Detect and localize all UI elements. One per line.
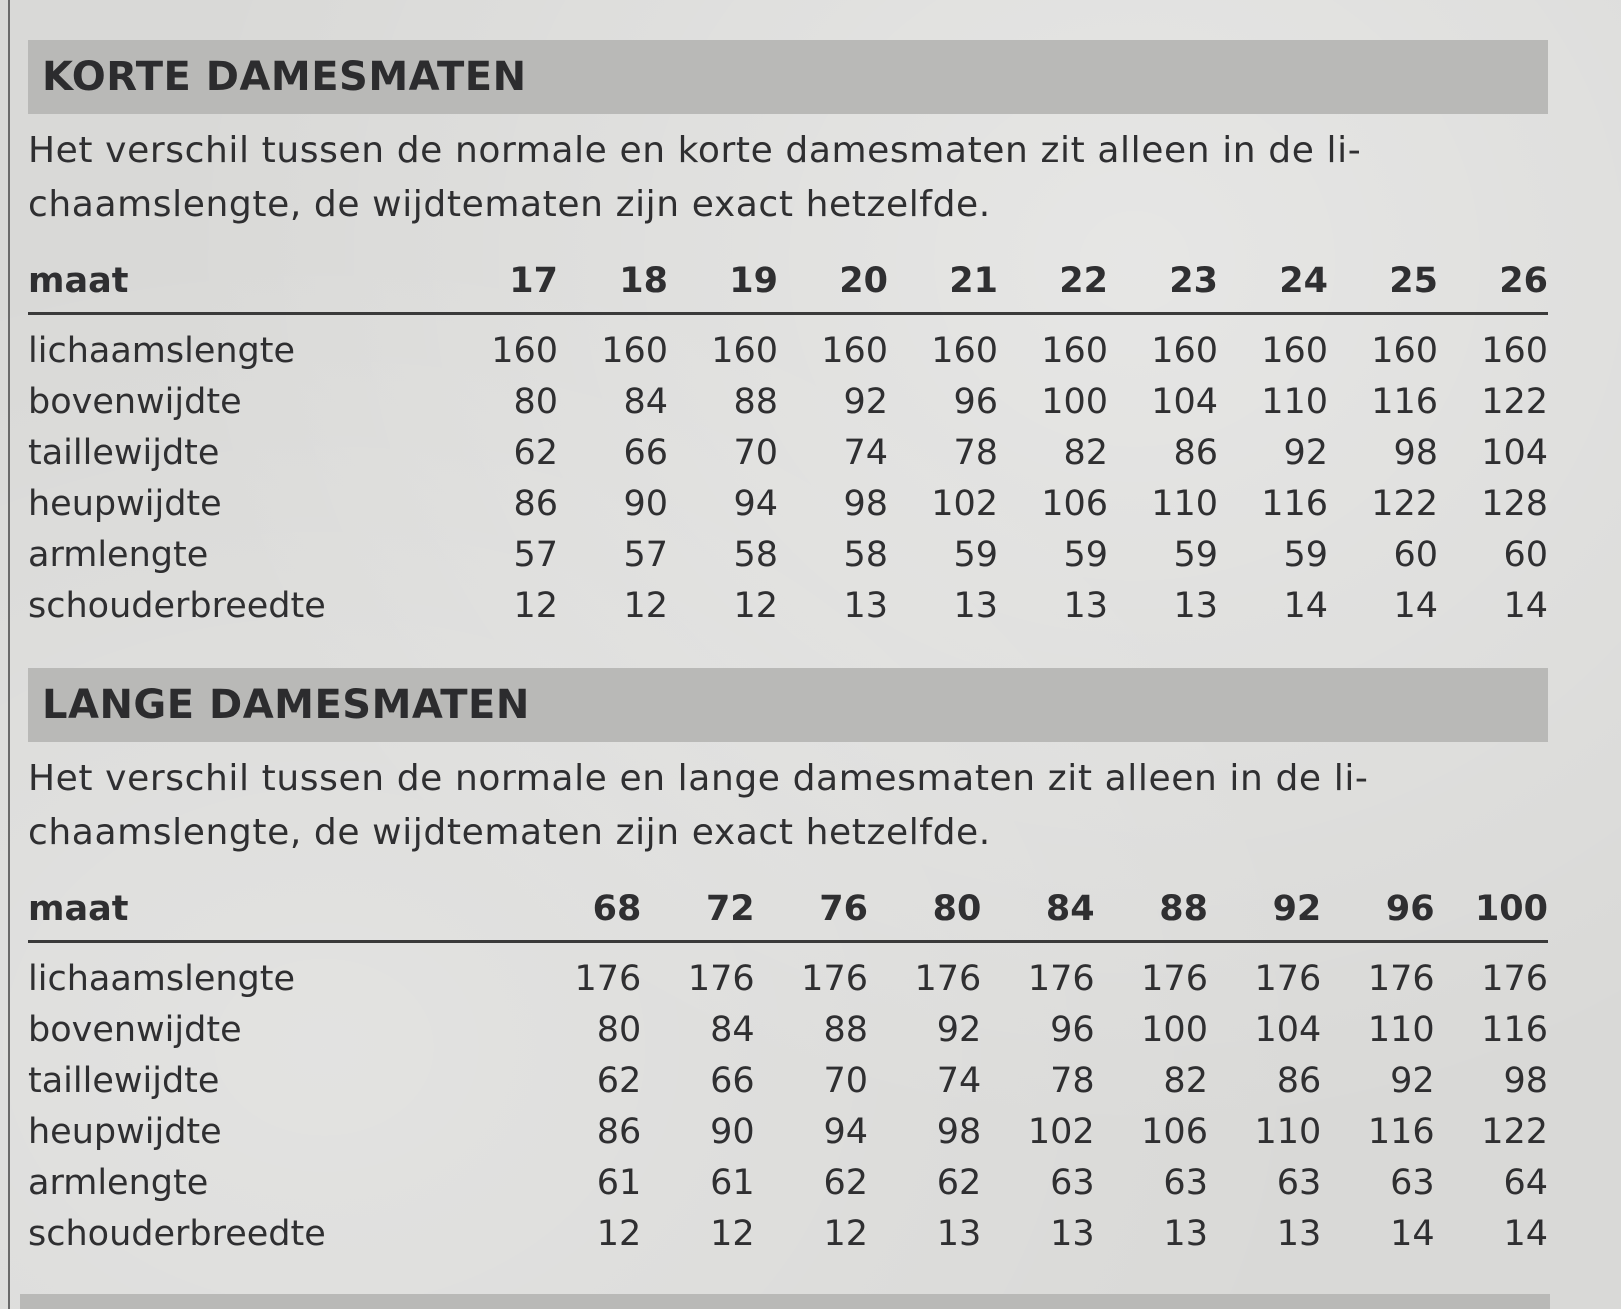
table-cell: 176 — [1141, 958, 1208, 999]
size-header: 20 — [778, 250, 888, 314]
table-cell: 59 — [1063, 534, 1108, 575]
table-cell: 116 — [1261, 483, 1328, 524]
table-cell: 94 — [733, 483, 778, 524]
size-header: 25 — [1328, 250, 1438, 314]
row-label: bovenwijdte — [28, 1009, 242, 1050]
table-cell: 86 — [596, 1111, 642, 1152]
size-header: 88 — [1095, 878, 1208, 942]
size-header: 68 — [528, 878, 641, 942]
size-header: 100 — [1435, 878, 1548, 942]
table-cell: 12 — [623, 585, 668, 626]
next-section-bar — [20, 1294, 1550, 1309]
size-header: 84 — [981, 878, 1094, 942]
table-cell: 176 — [687, 958, 755, 999]
table-cell: 160 — [491, 330, 558, 371]
table-cell: 66 — [710, 1060, 755, 1101]
table-cell: 86 — [513, 483, 558, 524]
size-header: 92 — [1208, 878, 1321, 942]
table-cell: 176 — [574, 958, 642, 999]
table-cell: 62 — [596, 1060, 642, 1101]
size-table — [28, 250, 1548, 631]
table-cell: 63 — [1163, 1162, 1208, 1203]
table-cell: 70 — [823, 1060, 868, 1101]
table-cell: 128 — [1481, 483, 1548, 524]
section-title: LANGE DAMESMATEN — [42, 682, 530, 728]
table-cell: 12 — [823, 1213, 868, 1254]
table-row — [28, 427, 1548, 478]
table-cell: 106 — [1041, 483, 1108, 524]
table-cell: 61 — [710, 1162, 755, 1203]
table-cell: 70 — [733, 432, 778, 473]
table-cell: 62 — [936, 1162, 982, 1203]
row-label: heupwijdte — [28, 1111, 222, 1152]
row-label: schouderbreedte — [28, 1213, 326, 1254]
table-cell: 94 — [823, 1111, 868, 1152]
size-table — [28, 878, 1548, 1259]
size-header: 23 — [1108, 250, 1218, 314]
table-header-row — [28, 250, 1548, 314]
section-heading-bar — [28, 40, 1548, 114]
table-cell: 14 — [1503, 1213, 1548, 1254]
table-cell: 74 — [843, 432, 888, 473]
section-intro — [28, 752, 1548, 860]
table-cell: 122 — [1481, 1111, 1548, 1152]
table-cell: 14 — [1283, 585, 1328, 626]
table-cell: 64 — [1503, 1162, 1548, 1203]
table-cell: 12 — [596, 1213, 642, 1254]
lange-damesmaten-section — [28, 668, 1548, 1259]
table-row — [28, 314, 1548, 377]
table-cell: 63 — [1276, 1162, 1322, 1203]
row-label: armlengte — [28, 1162, 209, 1203]
table-cell: 59 — [1173, 534, 1218, 575]
table-cell: 88 — [733, 381, 778, 422]
table-cell: 58 — [843, 534, 888, 575]
table-cell: 160 — [1151, 330, 1218, 371]
table-cell: 122 — [1371, 483, 1438, 524]
table-cell: 13 — [1163, 1213, 1208, 1254]
table-cell: 88 — [823, 1009, 868, 1050]
table-cell: 86 — [1276, 1060, 1322, 1101]
table-cell: 60 — [1393, 534, 1438, 575]
size-header: 21 — [888, 250, 998, 314]
table-cell: 57 — [513, 534, 558, 575]
table-cell: 160 — [821, 330, 888, 371]
table-cell: 61 — [596, 1162, 642, 1203]
table-cell: 12 — [733, 585, 778, 626]
table-cell: 176 — [801, 958, 868, 999]
table-cell: 90 — [623, 483, 668, 524]
table-cell: 60 — [1503, 534, 1548, 575]
column-divider — [8, 0, 10, 1309]
table-row — [28, 376, 1548, 427]
size-header: 96 — [1321, 878, 1434, 942]
table-cell: 104 — [1151, 381, 1218, 422]
row-label: schouderbreedte — [28, 585, 326, 626]
table-cell: 102 — [931, 483, 998, 524]
table-cell: 110 — [1261, 381, 1328, 422]
table-cell: 92 — [936, 1009, 982, 1050]
table-cell: 160 — [1481, 330, 1548, 371]
table-row — [28, 1004, 1548, 1055]
table-cell: 176 — [1254, 958, 1322, 999]
table-cell: 63 — [1050, 1162, 1095, 1203]
table-cell: 104 — [1254, 1009, 1322, 1050]
table-row — [28, 580, 1548, 631]
row-label: bovenwijdte — [28, 381, 242, 422]
row-label: heupwijdte — [28, 483, 222, 524]
size-header: 22 — [998, 250, 1108, 314]
table-cell: 160 — [601, 330, 668, 371]
table-cell: 160 — [1041, 330, 1108, 371]
table-cell: 62 — [513, 432, 558, 473]
header-label: maat — [28, 250, 448, 314]
intro-line: chaamslengte, de wijdtematen zijn exact hetzelfde. — [28, 812, 991, 853]
table-cell: 78 — [953, 432, 998, 473]
table-cell: 160 — [931, 330, 998, 371]
table-cell: 96 — [1050, 1009, 1095, 1050]
table-cell: 100 — [1141, 1009, 1208, 1050]
row-label: armlengte — [28, 534, 209, 575]
table-cell: 110 — [1151, 483, 1218, 524]
table-cell: 84 — [710, 1009, 755, 1050]
table-cell: 66 — [623, 432, 668, 473]
table-cell: 13 — [1276, 1213, 1322, 1254]
table-cell: 14 — [1393, 585, 1438, 626]
table-cell: 160 — [1261, 330, 1328, 371]
table-header-row — [28, 878, 1548, 942]
table-cell: 13 — [953, 585, 998, 626]
table-cell: 90 — [710, 1111, 755, 1152]
table-cell: 98 — [1503, 1060, 1548, 1101]
size-header: 72 — [641, 878, 754, 942]
table-cell: 13 — [936, 1213, 982, 1254]
table-cell: 116 — [1481, 1009, 1548, 1050]
table-cell: 82 — [1063, 432, 1108, 473]
table-cell: 62 — [823, 1162, 868, 1203]
table-cell: 59 — [1283, 534, 1328, 575]
table-row — [28, 1106, 1548, 1157]
table-cell: 160 — [1371, 330, 1438, 371]
size-header: 76 — [755, 878, 868, 942]
table-cell: 122 — [1481, 381, 1548, 422]
table-cell: 116 — [1371, 381, 1438, 422]
table-cell: 110 — [1367, 1009, 1435, 1050]
row-label: taillewijdte — [28, 1060, 220, 1101]
table-cell: 102 — [1027, 1111, 1095, 1152]
table-cell: 176 — [914, 958, 982, 999]
table-cell: 84 — [623, 381, 668, 422]
size-header: 26 — [1438, 250, 1548, 314]
table-cell: 13 — [843, 585, 888, 626]
table-cell: 86 — [1173, 432, 1218, 473]
row-label: taillewijdte — [28, 432, 220, 473]
table-cell: 92 — [843, 381, 888, 422]
table-row — [28, 529, 1548, 580]
table-cell: 12 — [710, 1213, 755, 1254]
table-cell: 92 — [1390, 1060, 1435, 1101]
table-cell: 160 — [711, 330, 778, 371]
table-row — [28, 1157, 1548, 1208]
table-cell: 58 — [733, 534, 778, 575]
table-cell: 176 — [1367, 958, 1435, 999]
size-header: 18 — [558, 250, 668, 314]
table-cell: 78 — [1050, 1060, 1095, 1101]
row-label: lichaamslengte — [28, 958, 296, 999]
table-cell: 14 — [1503, 585, 1548, 626]
table-cell: 13 — [1173, 585, 1218, 626]
table-cell: 116 — [1367, 1111, 1435, 1152]
table-cell: 59 — [953, 534, 998, 575]
table-cell: 110 — [1254, 1111, 1322, 1152]
table-cell: 98 — [936, 1111, 982, 1152]
table-cell: 100 — [1041, 381, 1108, 422]
intro-line: Het verschil tussen de normale en lange damesmaten zit alleen in de li- — [28, 758, 1369, 799]
table-cell: 13 — [1050, 1213, 1095, 1254]
table-cell: 57 — [623, 534, 668, 575]
table-cell: 63 — [1390, 1162, 1435, 1203]
table-cell: 92 — [1283, 432, 1328, 473]
table-cell: 14 — [1390, 1213, 1435, 1254]
table-cell: 98 — [843, 483, 888, 524]
section-intro — [28, 124, 1548, 232]
table-cell: 80 — [596, 1009, 642, 1050]
section-title: KORTE DAMESMATEN — [42, 54, 527, 100]
table-cell: 13 — [1063, 585, 1108, 626]
table-cell: 12 — [513, 585, 558, 626]
size-header: 80 — [868, 878, 981, 942]
size-header: 19 — [668, 250, 778, 314]
size-header: 24 — [1218, 250, 1328, 314]
table-cell: 106 — [1141, 1111, 1208, 1152]
table-cell: 98 — [1393, 432, 1438, 473]
korte-damesmaten-section — [28, 40, 1548, 631]
header-label: maat — [28, 878, 528, 942]
section-heading-bar — [28, 668, 1548, 742]
table-cell: 176 — [1027, 958, 1095, 999]
table-cell: 80 — [513, 381, 558, 422]
table-cell: 176 — [1481, 958, 1548, 999]
table-row — [28, 478, 1548, 529]
table-cell: 104 — [1481, 432, 1548, 473]
table-row — [28, 1055, 1548, 1106]
intro-line: Het verschil tussen de normale en korte damesmaten zit alleen in de li- — [28, 130, 1362, 171]
table-cell: 96 — [953, 381, 998, 422]
table-cell: 74 — [936, 1060, 982, 1101]
table-row — [28, 1208, 1548, 1259]
table-row — [28, 942, 1548, 1005]
size-header: 17 — [448, 250, 558, 314]
intro-line: chaamslengte, de wijdtematen zijn exact hetzelfde. — [28, 184, 991, 225]
table-cell: 82 — [1163, 1060, 1208, 1101]
row-label: lichaamslengte — [28, 330, 296, 371]
